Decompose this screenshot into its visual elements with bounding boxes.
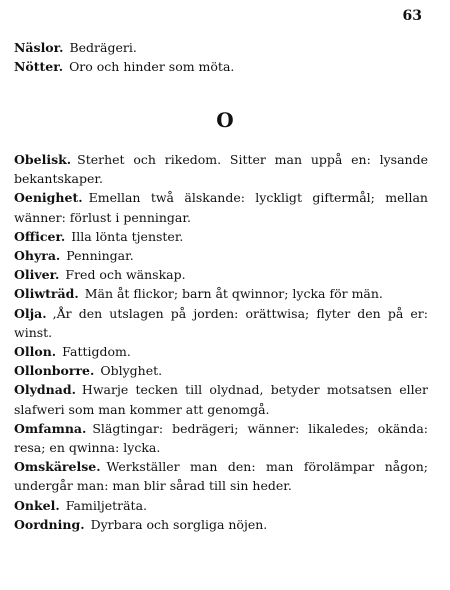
entry-text: ,År den utslagen på jorden: orättwisa; flyter den på er: winst. [14, 305, 428, 340]
entry [14, 284, 428, 303]
entry-headword: Oordning. [14, 516, 85, 532]
section-letter: O [216, 108, 234, 132]
entry-headword: Onkel. [14, 497, 60, 513]
entries-main [14, 150, 428, 534]
entry-text: Män åt flickor; barn åt qwinnor; lycka för män. [84, 286, 383, 302]
entry [14, 304, 428, 342]
entry-text: Werkställer man den: man förolämpar någon; undergår man: man blir sårad till sin heder. [14, 459, 428, 494]
entry-text: Oblyghet. [100, 363, 163, 379]
entry-text: Fred och wänskap. [65, 267, 186, 283]
entry [14, 419, 428, 457]
entry-headword: Omskärelse. [14, 459, 101, 475]
entry-text: Dyrbara och sorgliga nöjen. [90, 516, 268, 532]
entry-headword: Oliwträd. [14, 286, 79, 302]
entry-headword: Oliver. [14, 267, 60, 283]
entry-text: Penningar. [66, 248, 134, 264]
entry-text: Slägtingar: bedrägeri; wänner: likaledes; okända: resa; en qwinna: lycka. [14, 420, 428, 456]
entry [14, 227, 428, 246]
entry-headword: Ohyra. [14, 248, 61, 264]
entry-headword: Ollon. [14, 344, 57, 360]
entry [14, 515, 428, 534]
entry-headword: Officer. [14, 228, 66, 244]
entry-text: Emellan twå älskande: lyckligt giftermål; mellan wänner: förlust i penningar. [14, 190, 428, 225]
entry-text: Familjeträta. [65, 497, 148, 513]
entry [14, 57, 428, 76]
entry-headword: Oenighet. [14, 190, 83, 206]
entry-headword: Olja. [14, 305, 47, 321]
entry [14, 342, 428, 361]
page-number: 63 [402, 8, 422, 24]
entry [14, 380, 428, 418]
entry [14, 38, 428, 57]
entry-headword: Näslor. [14, 40, 64, 55]
entry [14, 246, 428, 265]
entry-text: Oro och hinder som möta. [69, 59, 235, 75]
entry-text: Sterhet och rikedom. Sitter man uppå en: lysande bekantskaper. [14, 152, 428, 187]
entry-text: Bedrägeri. [69, 40, 137, 55]
entry-text: Illa lönta tjenster. [71, 228, 184, 244]
entry-headword: Olydnad. [14, 382, 76, 398]
entry [14, 188, 428, 226]
entry [14, 496, 428, 515]
entry [14, 361, 428, 380]
entry-headword: Obelisk. [14, 152, 72, 167]
entry [14, 265, 428, 284]
entry-headword: Nötter. [14, 59, 64, 75]
entry-text: Hwarje tecken till olydnad, betyder motsatsen eller slafweri som man kommer att genomgå. [14, 382, 428, 417]
entry-headword: Omfamna. [14, 420, 87, 436]
entry-headword: Ollonborre. [14, 363, 95, 379]
entry [14, 150, 428, 188]
entry [14, 457, 428, 495]
entry-text: Fattigdom. [62, 344, 131, 360]
entries-top [14, 38, 428, 76]
